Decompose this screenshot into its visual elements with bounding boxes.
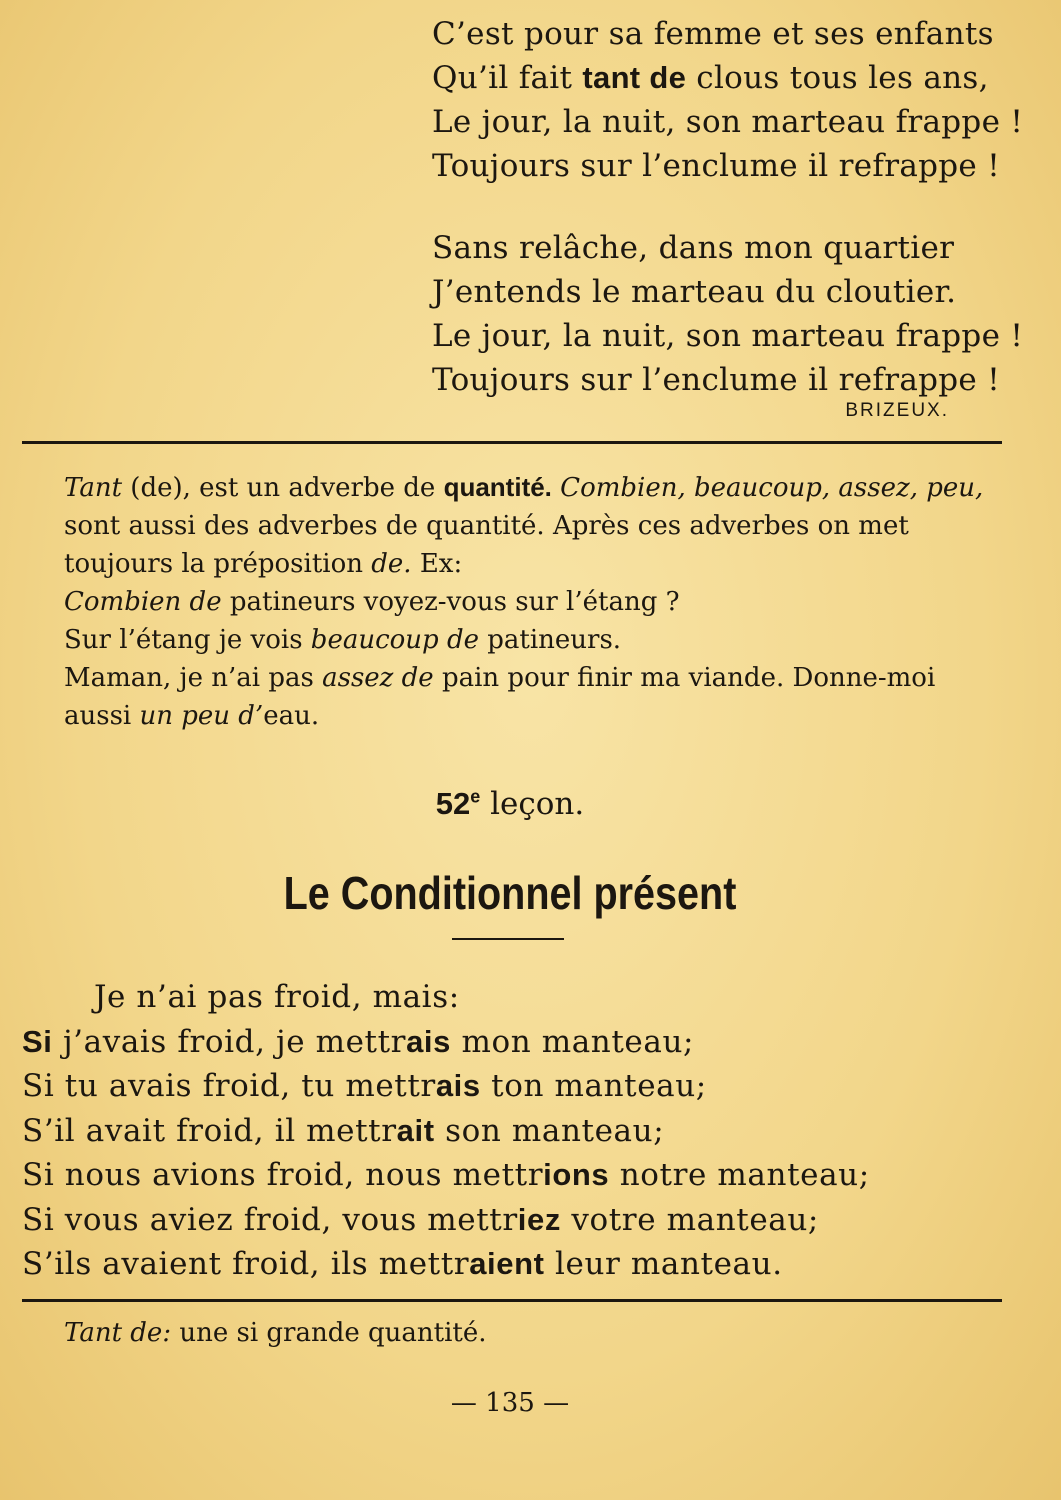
- lesson-number: 52e leçon.: [435, 786, 585, 822]
- conjugation-line: Si j’avais froid, je mettrais mon manteau;: [22, 1023, 695, 1060]
- poem-line: Toujours sur l’enclume il refrappe !: [432, 362, 1000, 398]
- title-underline: [452, 938, 564, 940]
- poem-line: J’entends le marteau du cloutier.: [432, 274, 957, 310]
- example-line: Maman, je n’ai pas assez de pain pour finir ma viande. Donne-moi aussi un peu d’eau.: [64, 663, 936, 731]
- conjugation-line: Si nous avions froid, nous mettrions notre manteau;: [22, 1157, 870, 1193]
- poem-line: C’est pour sa femme et ses enfants: [432, 16, 994, 52]
- poem-line: Le jour, la nuit, son marteau frappe !: [432, 104, 1024, 140]
- poem: [432, 12, 1023, 402]
- page-title: Le Conditionnel présent: [283, 867, 737, 919]
- poem-line: Le jour, la nuit, son marteau frappe !: [432, 318, 1024, 354]
- section-divider: [22, 441, 1002, 444]
- grammar-paragraph: Tant (de), est un adverbe de quantité. Combien, beaucoup, assez, peu, sont aussi des adverbes de quantité. Après ces adverbes on met toujours la préposition de. Ex:: [64, 472, 984, 579]
- footnote: Tant de: une si grande quantité.: [64, 1318, 487, 1348]
- conjugation-line: Si tu avais froid, tu mettrais ton manteau;: [22, 1068, 707, 1104]
- conjugation-line: S’ils avaient froid, ils mettraient leur manteau.: [22, 1246, 783, 1282]
- poem-line: Toujours sur l’enclume il refrappe !: [432, 148, 1000, 184]
- conjugation-intro: Je n’ai pas froid, mais:: [94, 979, 460, 1015]
- conjugation-line: Si vous aviez froid, vous mettriez votre manteau;: [22, 1201, 819, 1238]
- poem-stanza-1: [432, 12, 1023, 188]
- conjugation-block: [22, 976, 870, 1287]
- footnote-divider: [22, 1299, 1002, 1302]
- example-line: Sur l’étang je vois beaucoup de patineurs.: [64, 625, 622, 655]
- example-line: Combien de patineurs voyez-vous sur l’étang ?: [64, 587, 680, 617]
- poem-line: Qu’il fait tant de clous tous les ans,: [432, 60, 989, 96]
- grammar-note: [22, 468, 1002, 735]
- poem-author: BRIZEUX.: [845, 400, 949, 421]
- conjugation-line: S’il avait froid, il mettrait son manteau;: [22, 1112, 665, 1149]
- page-number: — 135 —: [450, 1388, 570, 1418]
- poem-stanza-2: [432, 226, 1023, 402]
- poem-line: Sans relâche, dans mon quartier: [432, 230, 955, 266]
